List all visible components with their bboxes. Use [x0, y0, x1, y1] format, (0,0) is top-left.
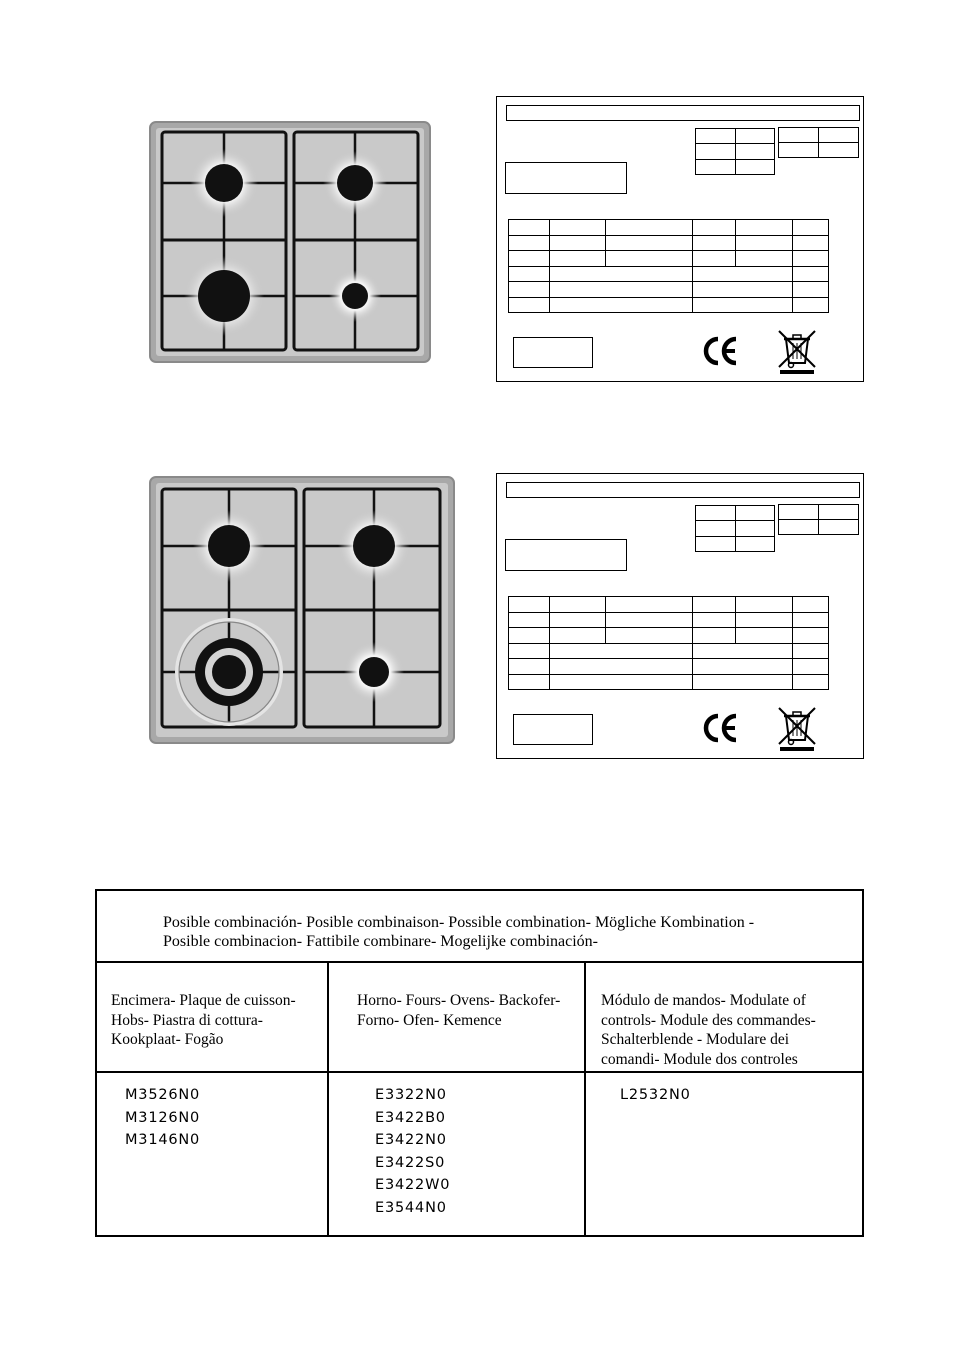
- plate-grid-a: [695, 505, 775, 552]
- plate-serial-box: [513, 714, 593, 745]
- list-item: E3544N0: [375, 1199, 447, 1216]
- ce-mark: [703, 712, 739, 749]
- hob-model-list: [125, 1084, 200, 1152]
- combination-header-line-2: Posible combinacion- Fattibile combinare- Mogelijke combinación-: [163, 933, 598, 950]
- list-item: M3526N0: [125, 1087, 201, 1103]
- list-item: E3422N0: [375, 1132, 447, 1148]
- list-item: E3422W0: [375, 1177, 451, 1193]
- list-item: M3146N0: [125, 1132, 201, 1148]
- hob-illustration-1: [148, 120, 432, 364]
- plate-model-box: [505, 162, 627, 194]
- column-heading-hobs: Encimera- Plaque de cuisson- Hobs- Piastra di cottura- Kookplaat- Fogão: [111, 992, 296, 1048]
- hob-illustration-2: [148, 475, 456, 745]
- column-heading-control-module: Módulo de mandos- Modulate of controls- Module des commandes- Schalterblende - Modulare dei comandi- Module dos controles: [601, 992, 816, 1068]
- combination-header-line-1: Posible combinación- Posible combinaison- Possible combination- Mögliche Kombination -: [163, 914, 755, 931]
- column-heading-ovens: Horno- Fours- Ovens- Backofer- Forno- Ofen- Kemence: [357, 992, 561, 1029]
- plate-grid-a: [695, 128, 775, 175]
- row-divider: [97, 1071, 862, 1073]
- plate-grid-b: [778, 504, 859, 535]
- plate-grid-b: [778, 127, 859, 158]
- list-item: M3126N0: [125, 1109, 201, 1126]
- list-item: L2532N0: [620, 1087, 691, 1103]
- list-item: E3422S0: [375, 1154, 446, 1171]
- oven-model-list: [375, 1084, 450, 1219]
- list-item: E3322N0: [375, 1087, 447, 1103]
- plate-data-table: [508, 219, 829, 313]
- crossed-out-wheelie-bin-icon: [778, 329, 816, 380]
- control-module-model-list: [620, 1084, 691, 1107]
- list-item: E3422B0: [375, 1109, 446, 1126]
- column-divider: [584, 963, 586, 1237]
- plate-model-box: [505, 539, 627, 571]
- rating-plate-1: [496, 96, 864, 382]
- plate-serial-box: [513, 337, 593, 368]
- plate-data-table: [508, 596, 829, 690]
- plate-title-bar: [506, 105, 860, 121]
- rating-plate-2: [496, 473, 864, 759]
- column-divider: [327, 963, 329, 1237]
- combination-table: [95, 889, 864, 1237]
- plate-title-bar: [506, 482, 860, 498]
- ce-mark: [703, 335, 739, 372]
- crossed-out-wheelie-bin-icon: [778, 706, 816, 757]
- combination-header: [97, 891, 862, 963]
